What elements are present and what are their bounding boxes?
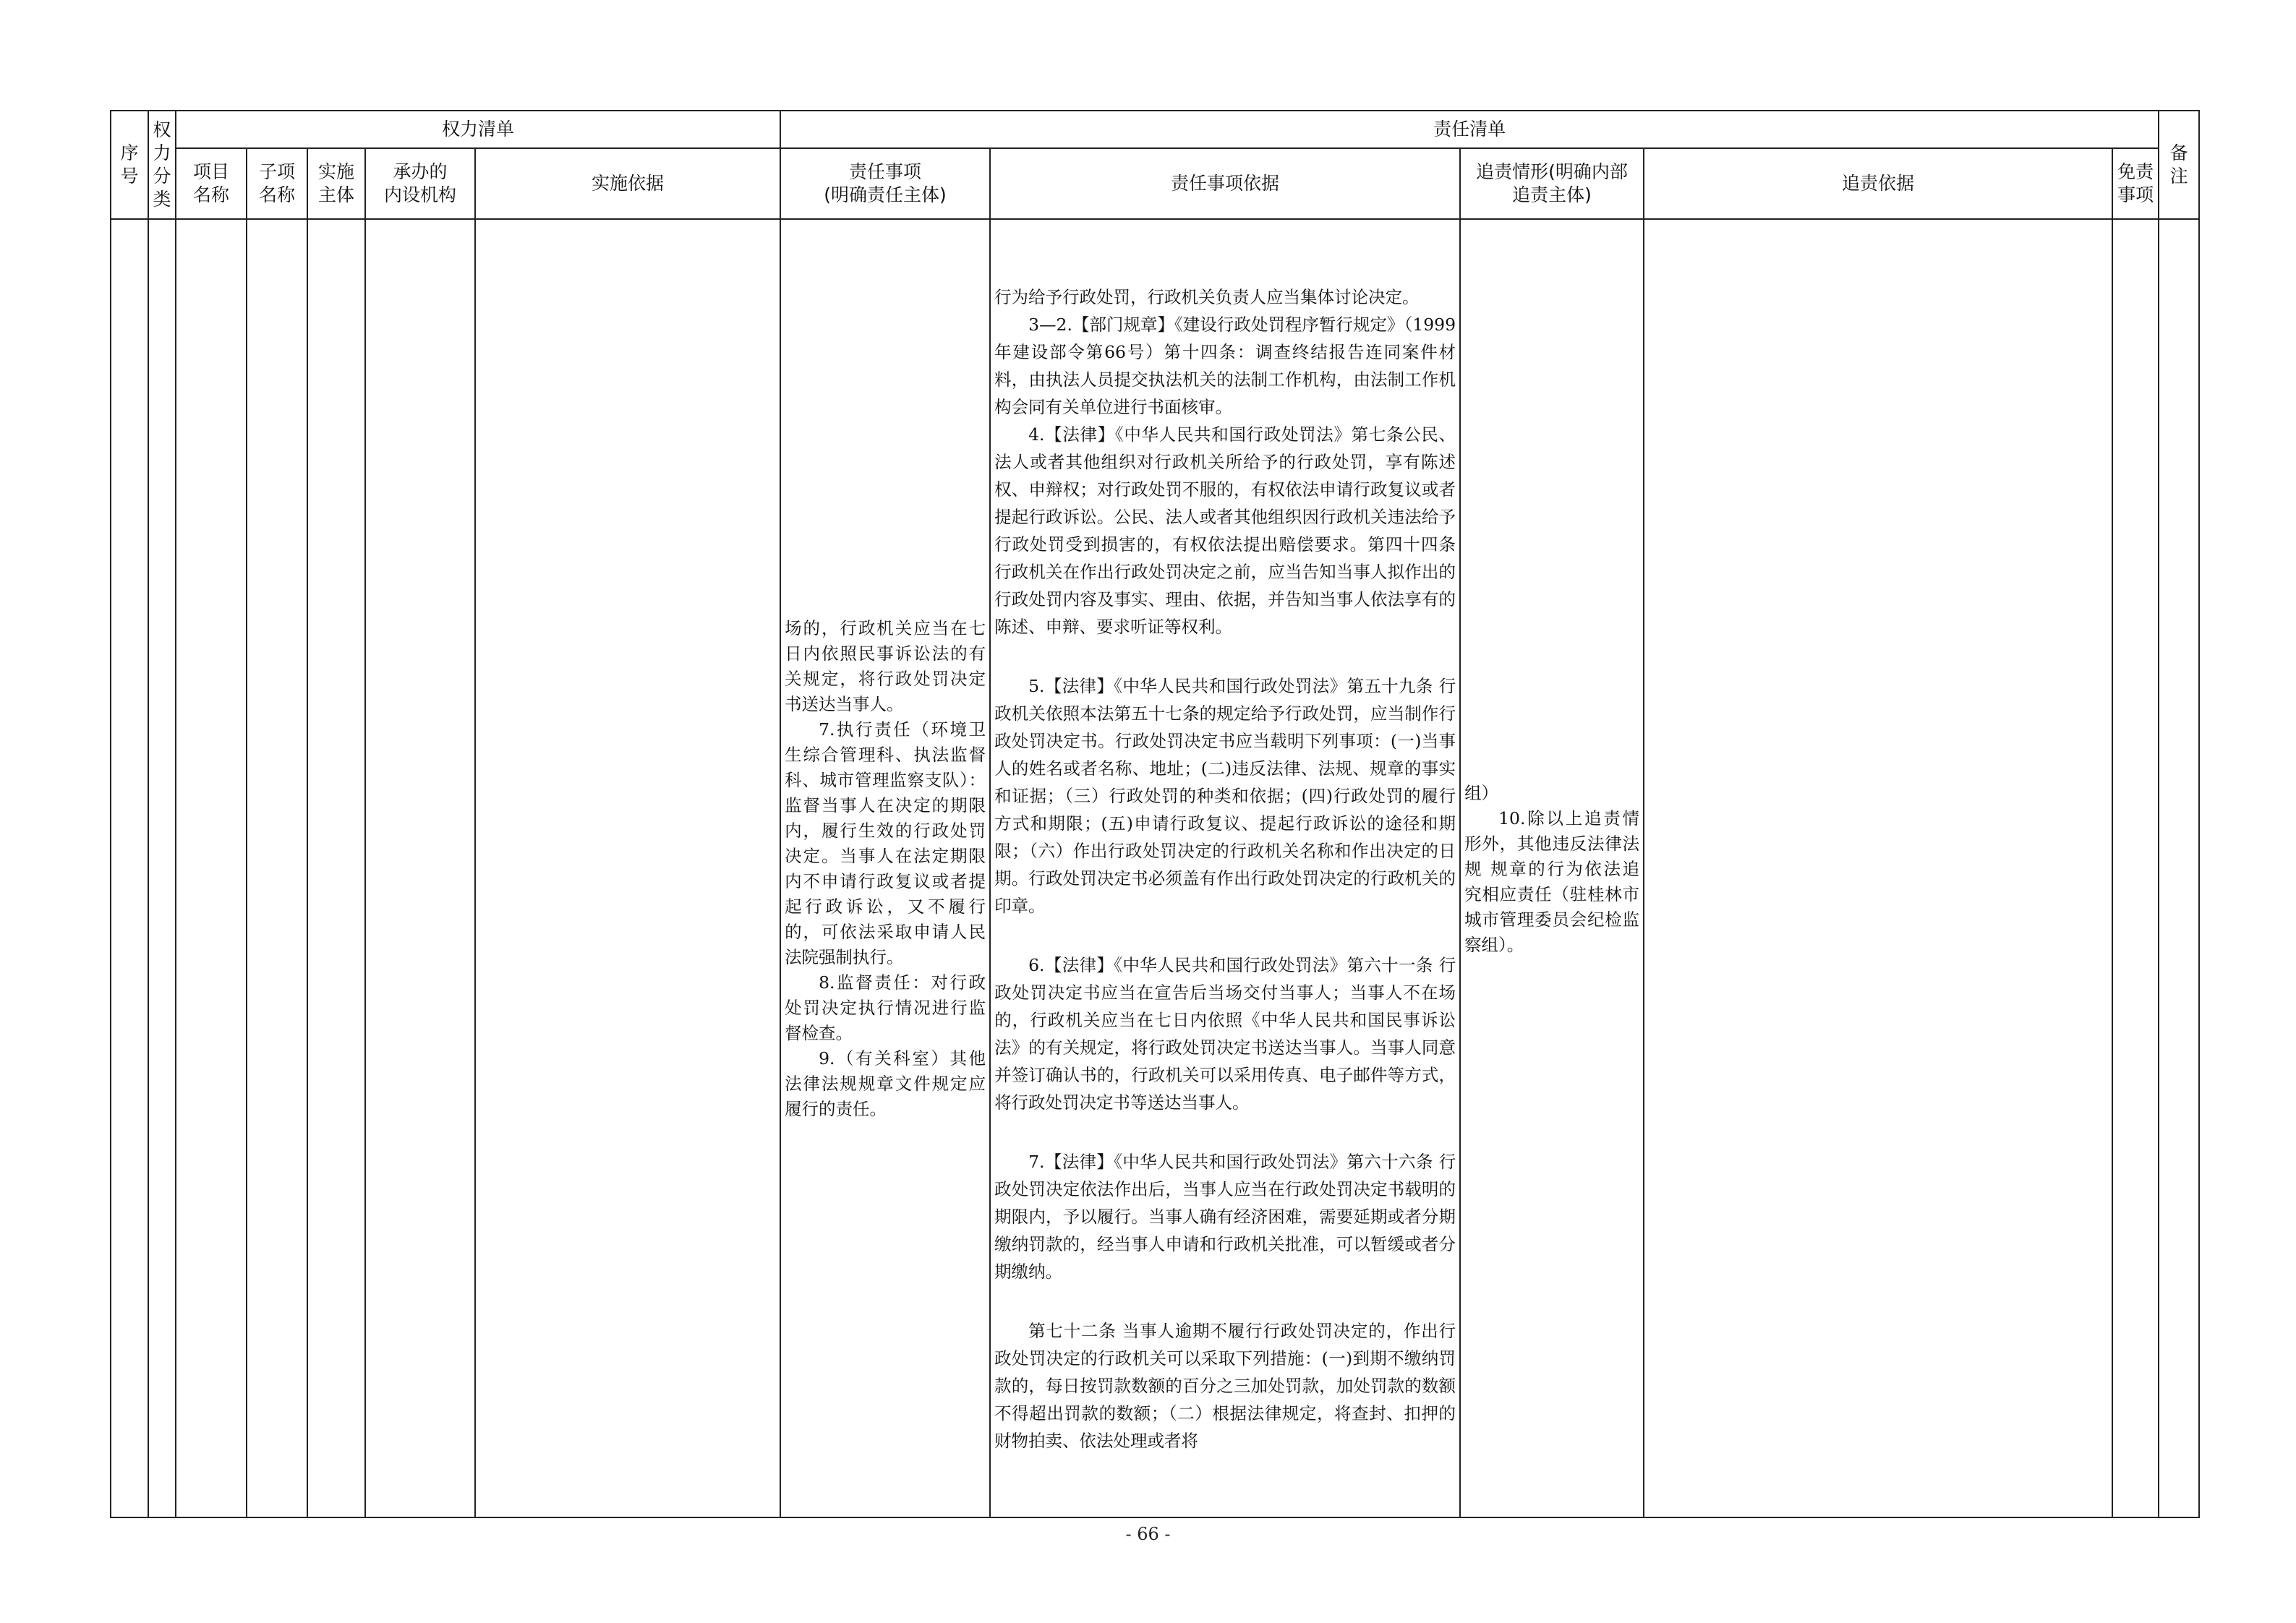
header-subject: 实施 主体 <box>307 148 365 219</box>
header-sub-item: 子项 名称 <box>247 148 307 219</box>
table-row <box>111 219 2199 1517</box>
paragraph: 7.【法律】《中华人民共和国行政处罚法》第六十六条 行政处罚决定依法作出后，当事人应当在行政处罚决定书载明的期限内，予以履行。当事人确有经济困难，需要延期或者分期缴纳罚款的，经当事人申请和行政机关批准，可以暂缓或者分期缴纳。 <box>994 1152 1456 1282</box>
header-resp-item: 责任事项 (明确责任主体) <box>780 148 990 219</box>
cell-accountability <box>1460 219 1644 1517</box>
paragraph: 场的，行政机关应当在七日内依照民事诉讼法的有关规定，将行政处罚决定书送达当事人。 <box>785 618 986 714</box>
cell-basis <box>475 219 780 1517</box>
header-item-name: 项目 名称 <box>176 148 247 219</box>
header-power-list: 权力清单 <box>176 111 780 148</box>
paragraph: 4.【法律】《中华人民共和国行政处罚法》第七条公民、法人或者其他组织对行政机关所给予的行政处罚，享有陈述权、申辩权；对行政处罚不服的，有权依法申请行政复议或者提起行政诉讼。公民、法人或者其他组织因行政机关违法给予行政处罚受到损害的，有权依法提出赔偿要求。第四十四条 行政机关在作出行政处罚决定之前，应当告知当事人拟作出的行政处罚内容及事实、理由、依据，并告知当事人依法享有的陈述、申辩、要求听证等权利。 <box>994 424 1456 637</box>
cell-category <box>148 219 176 1517</box>
paragraph: 3—2.【部门规章】《建设行政处罚程序暂行规定》（1999年建设部令第66号）第十四条：调查终结报告连同案件材料，由执法人员提交执法机关的法制工作机构，由法制工作机构会同有关单位进行书面核审。 <box>994 314 1456 417</box>
paragraph: 8.监督责任：对行政处罚决定执行情况进行监督检查。 <box>785 972 986 1043</box>
paragraph: 9.（有关科室）其他法律法规规章文件规定应履行的责任。 <box>785 1048 986 1119</box>
paragraph: 第七十二条 当事人逾期不履行行政处罚决定的，作出行政处罚决定的行政机关可以采取下列措施：(一)到期不缴纳罚款的，每日按罚款数额的百分之三加处罚款，加处罚款的数额不得超出罚款的数额；（二）根据法律规定，将查封、扣押的财物拍卖、依法处理或者将 <box>994 1321 1456 1451</box>
accountability-text <box>1461 779 1643 958</box>
header-basis: 实施依据 <box>475 148 780 219</box>
paragraph: 10.除以上追责情形外，其他违反法律法规 规章的行为依法追究相应责任（驻桂林市城市管理委员会纪检监察组）。 <box>1464 808 1640 955</box>
resp-basis-text <box>991 282 1459 1455</box>
header-exempt: 免责 事项 <box>2112 148 2159 219</box>
cell-sub-item <box>247 219 307 1517</box>
cell-resp-item <box>780 219 990 1517</box>
cell-item-name <box>176 219 247 1517</box>
cell-acc-basis <box>1644 219 2112 1517</box>
header-responsibility-list: 责任清单 <box>780 111 2159 148</box>
cell-agency <box>365 219 475 1517</box>
cell-remark <box>2159 219 2199 1517</box>
cell-exempt <box>2112 219 2159 1517</box>
paragraph: 7.执行责任（环境卫生综合管理科、执法监督科、城市管理监察支队）：监督当事人在决定的期限内，履行生效的行政处罚决定。当事人在法定期限内不申请行政复议或者提起行政诉讼，又不履行的，可依法采取申请人民法院强制执行。 <box>785 719 986 967</box>
header-remark: 备注 <box>2159 111 2199 219</box>
paragraph: 6.【法律】《中华人民共和国行政处罚法》第六十一条 行政处罚决定书应当在宣告后当场交付当事人；当事人不在场的，行政机关应当在七日内依照《中华人民共和国民事诉讼法》的有关规定，将行政处罚决定书送达当事人。当事人同意并签订确认书的，行政机关可以采用传真、电子邮件等方式，将行政处罚决定书等送达当事人。 <box>994 955 1456 1113</box>
paragraph: 行为给予行政处罚，行政机关负责人应当集体讨论决定。 <box>994 287 1420 307</box>
power-responsibility-table <box>110 110 2200 1518</box>
resp-item-text <box>781 614 989 1122</box>
header-acc-basis: 追责依据 <box>1644 148 2112 219</box>
cell-resp-basis <box>990 219 1460 1517</box>
header-category: 权力分类 <box>148 111 176 219</box>
page-number: - 66 - <box>1125 1524 1171 1544</box>
header-resp-basis: 责任事项依据 <box>990 148 1460 219</box>
header-seq: 序号 <box>111 111 148 219</box>
paragraph: 5.【法律】《中华人民共和国行政处罚法》第五十九条 行政机关依照本法第五十七条的规定给予行政处罚，应当制作行政处罚决定书。行政处罚决定书应当载明下列事项：(一)当事人的姓名或者名称、地址；(二)违反法律、法规、规章的事实和证据；（三）行政处罚的种类和依据；(四)行政处罚的履行方式和期限；(五)申请行政复议、提起行政诉讼的途径和期限；（六）作出行政处罚决定的行政机关名称和作出决定的日期。行政处罚决定书必须盖有作出行政处罚决定的行政机关的印章。 <box>994 676 1456 916</box>
cell-subject <box>307 219 365 1517</box>
cell-seq <box>111 219 148 1517</box>
paragraph: 组） <box>1464 782 1499 803</box>
header-agency: 承办的 内设机构 <box>365 148 475 219</box>
header-accountability: 追责情形(明确内部 追责主体) <box>1460 148 1644 219</box>
